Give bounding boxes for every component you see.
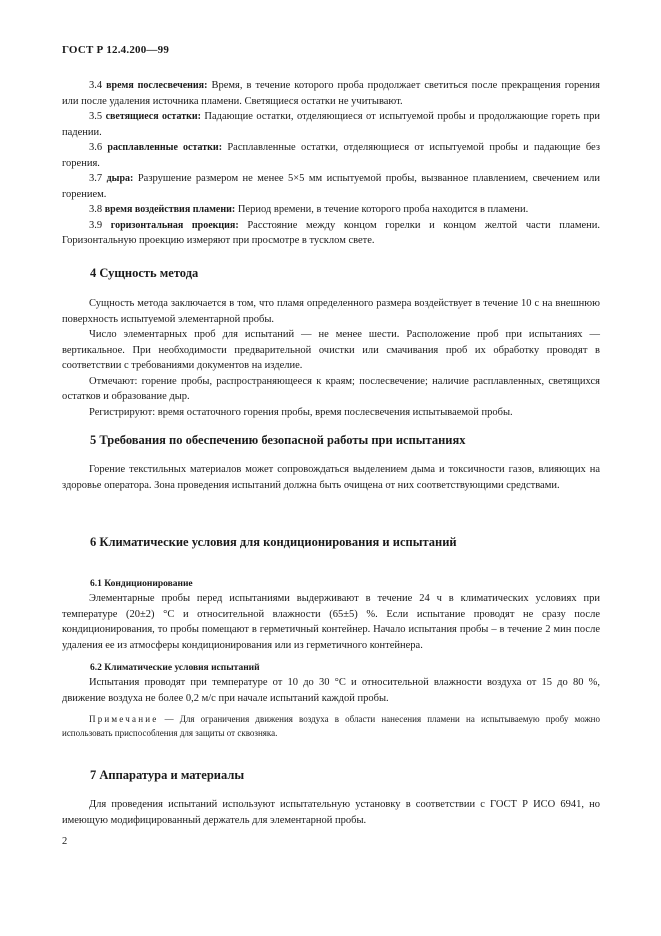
section-5-paragraph: Горение текстильных материалов может сопровождаться выделением дыма и токсичности газов, влияющих на здоровье оператора. Зона проведения испытаний должна быть очищена от них соответствующими средствами.: [62, 464, 600, 491]
section-4-paragraph: Отмечают: горение пробы, распространяющееся к краям; послесвечение; наличие расплавленных, светящихся остатков и образование дыр.: [62, 375, 600, 402]
note-label: Примечание: [89, 714, 159, 724]
note: [62, 712, 600, 740]
section-4-paragraph: Регистрируют: время остаточного горения пробы, время послесвечения испытываемой пробы.: [89, 406, 513, 418]
definition-text: Разрушение размером не менее 5×5 мм испытуемой пробы, вызванное плавлением, свечением или горением.: [62, 173, 601, 200]
definition-term: время воздействия пламени:: [104, 204, 236, 215]
subsection-6-1-paragraph: Элементарные пробы перед испытаниями выдерживают в течение 24 ч в климатических условиях при температуре (20±2) °С и относительной влажности (65±5) %. Если испытание проводят не сразу после кондиционирования, то пробы помещают в герметичный контейнер. Начало испытания пробы – в течение 2 мин после удаления ее из атмосферы кондиционирования или из герметичного контейнера.: [62, 593, 600, 651]
definition-3-5: [62, 109, 600, 140]
definition-3-7: [62, 171, 600, 202]
page-number: 2: [62, 836, 68, 847]
definition-text: Падающие остатки, отделяющиеся от испытуемой пробы и продолжающие гореть при падении.: [62, 111, 600, 138]
definition-term: светящиеся остатки:: [105, 111, 201, 122]
section-7-body: [62, 797, 600, 828]
definition-term: дыра:: [106, 173, 134, 184]
section-4-title: 4 Сущность метода: [90, 266, 199, 280]
definition-number: 3.5: [89, 111, 103, 122]
section-4-paragraph: Число элементарных проб для испытаний — не менее шести. Расположение проб при испытаниях — вертикальное. При необходимости предварительной очистки или смачивания проб их обработку проводят в соответствии с требованиями документов на изделие.: [62, 329, 600, 371]
definition-text: Расплавленные остатки, отделяющиеся от испытуемой пробы и падающие без горения.: [62, 142, 600, 169]
section-4-paragraph: Сущность метода заключается в том, что пламя определенного размера воздействует в течение 10 с на внешнюю поверхность испытуемой элементарной пробы.: [62, 298, 600, 325]
section-7-title: 7 Аппаратура и материалы: [90, 768, 245, 782]
definition-3-6: [62, 140, 600, 171]
definition-text: Расстояние между концом горелки и концом желтой части пламени. Горизонтальную проекцию измеряют при просмотре в тусклом свете.: [62, 219, 600, 246]
definition-number: 3.8: [89, 204, 103, 215]
definition-number: 3.9: [89, 219, 103, 231]
subsection-6-1-title: 6.1 Кондиционирование: [90, 579, 193, 589]
section-4-body: [62, 296, 600, 420]
subsection-6-2-paragraph: Испытания проводят при температуре от 10 до 30 °С и относительной влажности воздуха от 15 до 80 %, движение воздуха не более 0,2 м/с при начале испытаний каждой пробы.: [62, 677, 600, 704]
definition-number: 3.6: [89, 142, 103, 153]
definition-text: Период времени, в течение которого проба находится в пламени.: [235, 204, 529, 215]
definition-3-9: [62, 218, 600, 249]
section-5-body: [62, 462, 600, 493]
definition-term: время послесвечения:: [106, 80, 208, 91]
definition-text: Время, в течение которого проба продолжает светиться после прекращения горения или после удаления источника пламени. Светящиеся остатки не учитывают.: [62, 80, 600, 107]
definition-number: 3.4: [89, 80, 103, 91]
definition-number: 3.7: [89, 173, 103, 184]
definition-term: расплавленные остатки:: [107, 142, 223, 153]
subsection-6-2-title: 6.2 Климатические условия испытаний: [90, 663, 260, 673]
section-6-title: 6 Климатические условия для кондиционирования и испытаний: [90, 535, 457, 549]
note-text: — Для ограничения движения воздуха в области нанесения пламени на испытываемую пробу можно использовать приспособления для защиты от сквозняка.: [62, 714, 600, 738]
subsection-6-1-body: [62, 591, 600, 653]
section-7-paragraph: Для проведения испытаний используют испытательную установку в соответствии с ГОСТ Р ИСО 6941, но имеющую модифицированный держатель для элементарной пробы.: [62, 799, 600, 826]
section-5-title: 5 Требования по обеспечению безопасной работы при испытаниях: [90, 433, 466, 447]
subsection-6-2-body: [62, 675, 600, 706]
definition-term: горизонтальная проекция:: [110, 219, 239, 231]
definitions-list: [62, 78, 600, 249]
definition-3-8: [62, 202, 600, 218]
definition-3-4: [62, 78, 600, 109]
document-header: ГОСТ Р 12.4.200—99: [62, 44, 170, 56]
